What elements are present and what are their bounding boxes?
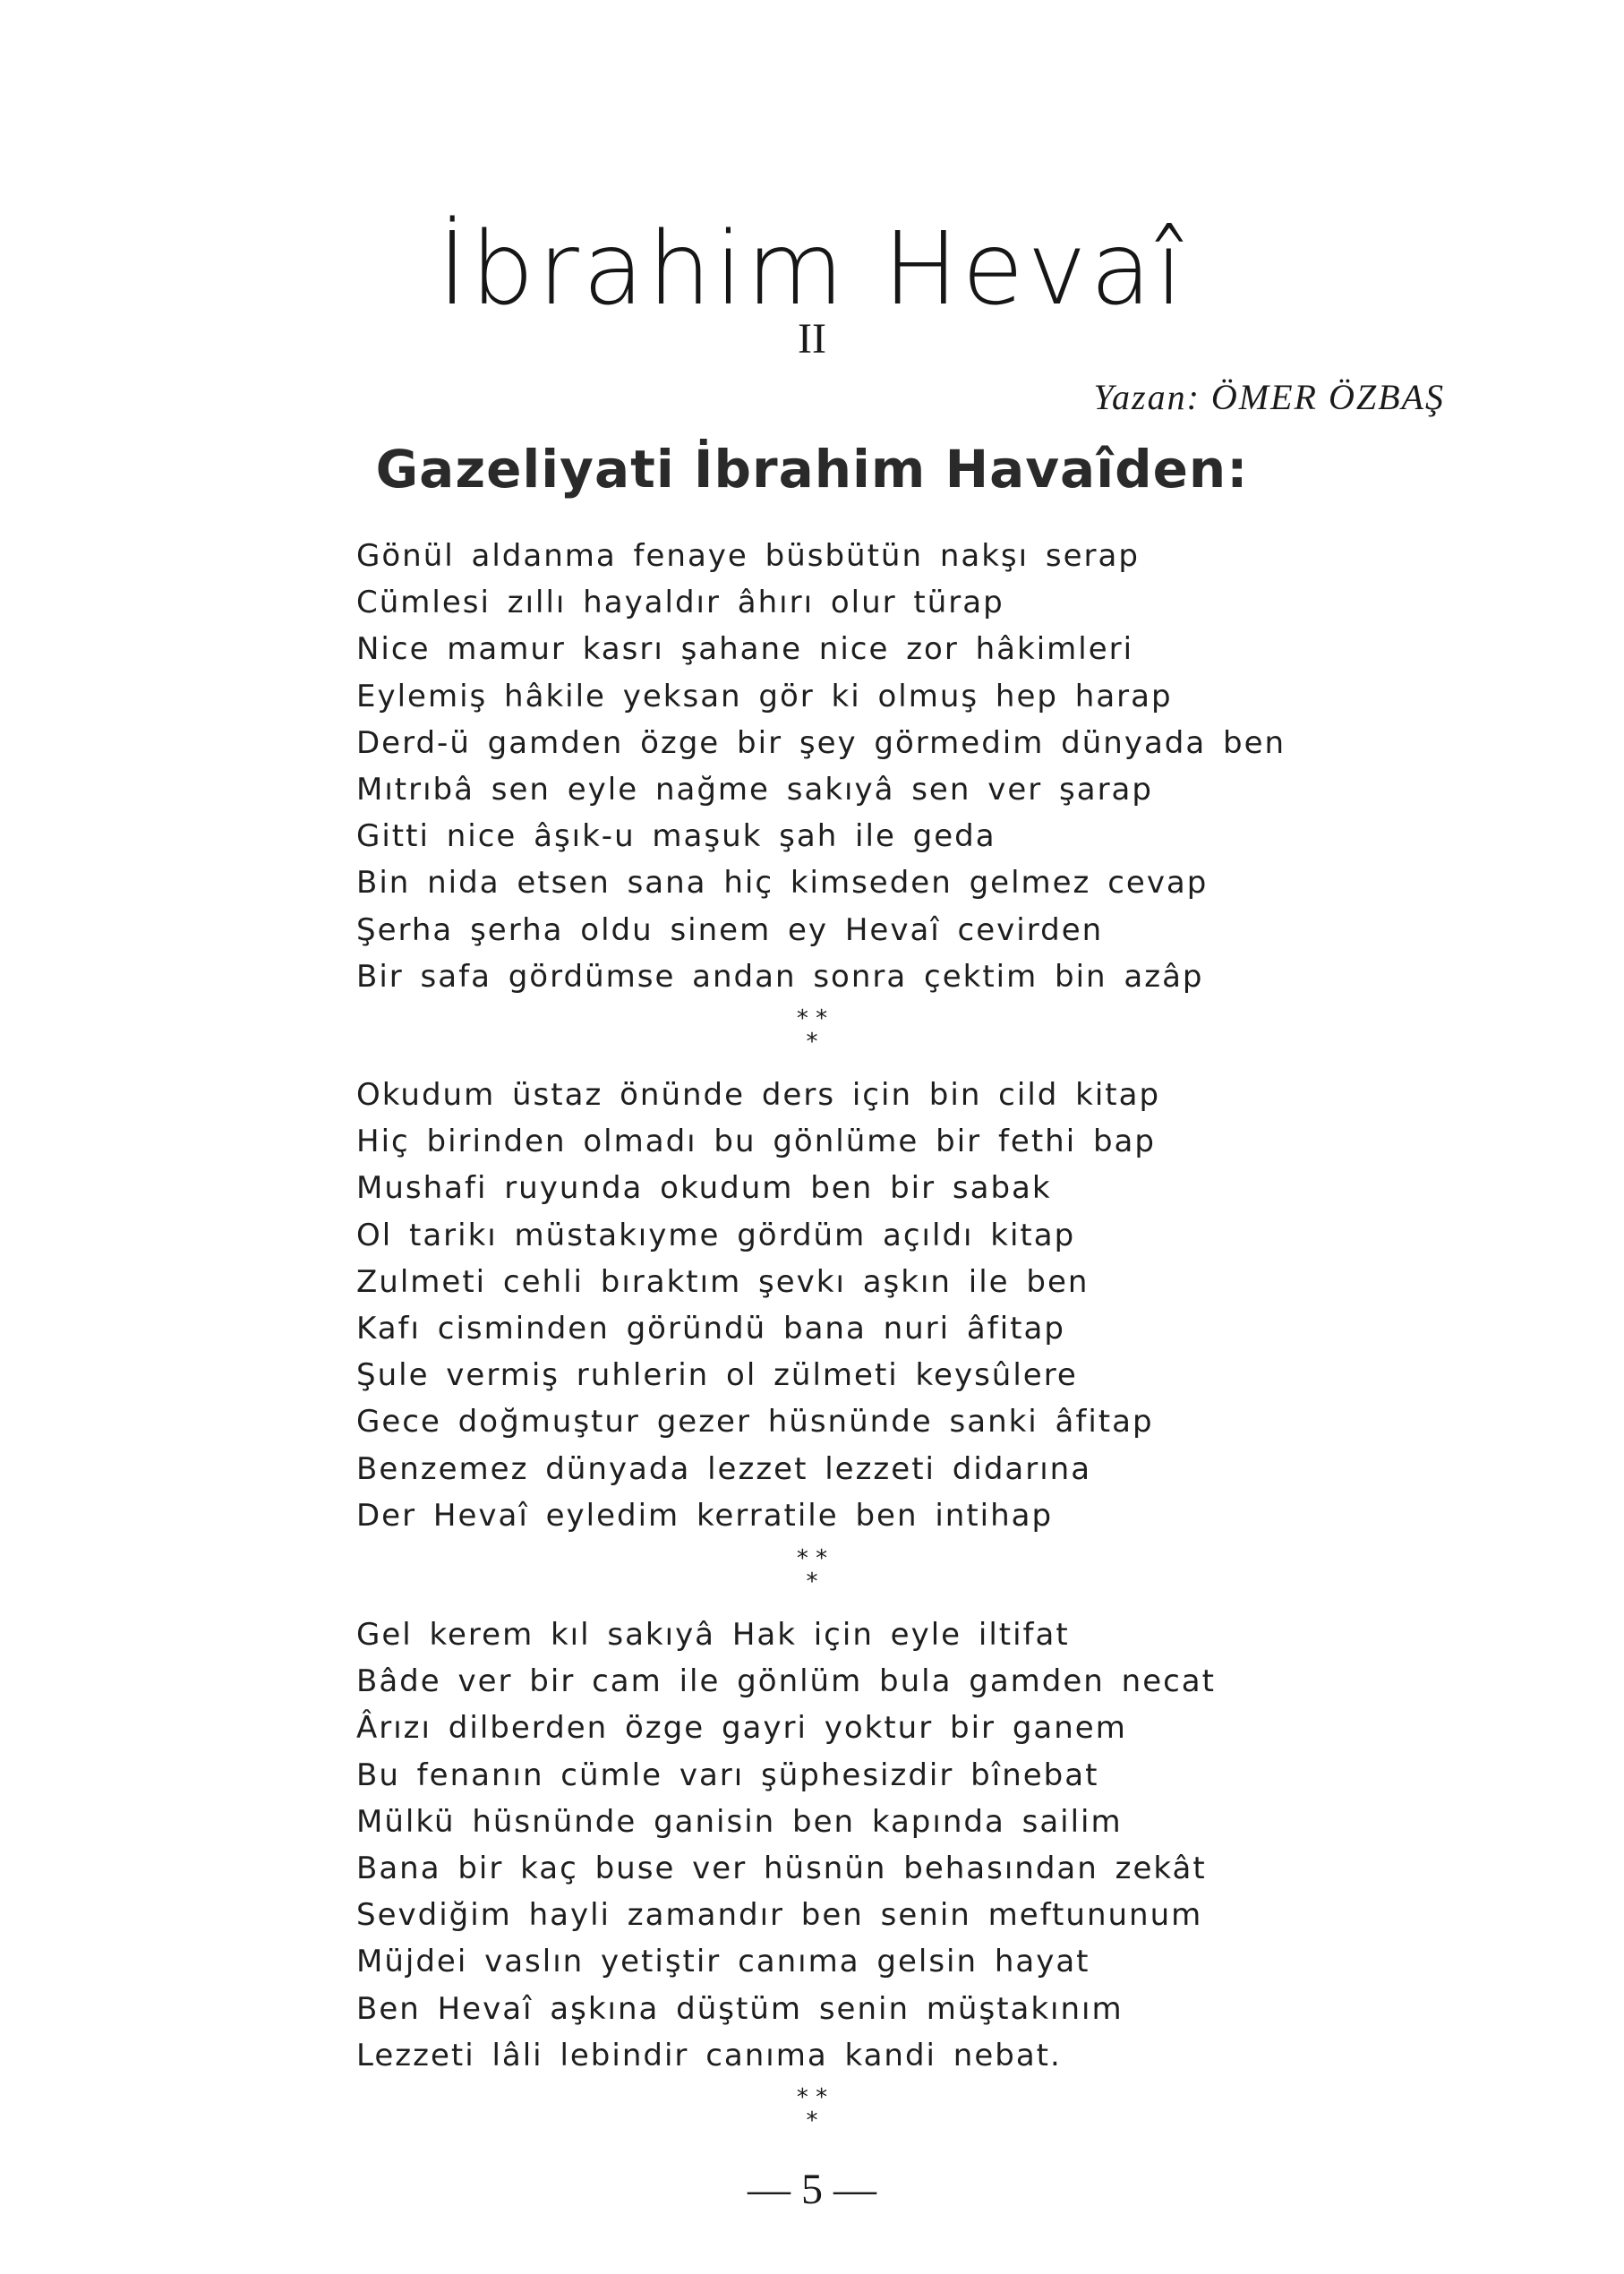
poem-stanza-3 (356, 1611, 1216, 2079)
author-byline: Yazan: ÖMER ÖZBAŞ (1093, 377, 1445, 417)
verse-line: Şerha şerha oldu sinem ey Hevaî cevirden (356, 911, 1104, 948)
verse-line: Mıtrıbâ sen eyle nağme sakıyâ sen ver şarap (356, 772, 1153, 808)
stanza-separator (0, 1547, 1624, 1594)
verse-line: Mushafi ruyunda okudum ben bir sabak (356, 1170, 1052, 1207)
separator-asterisk-bottom: * (806, 1029, 818, 1056)
verse-line: Ol tarikı müstakıyme gördüm açıldı kitap (356, 1217, 1076, 1253)
verse-line: Bir safa gördümse andan sonra çektim bin azâp (356, 958, 1204, 995)
verse-line: Gitti nice âşık-u maşuk şah ile geda (356, 818, 996, 855)
verse-line: Gece doğmuştur gezer hüsnünde sanki âfitap (356, 1404, 1154, 1440)
verse-line: Gönül aldanma fenaye büsbütün nakşı serap (356, 538, 1140, 574)
separator-asterisks-top: * * (796, 2084, 828, 2111)
part-number: II (798, 315, 826, 363)
separator-asterisks-top: * * (796, 1005, 828, 1032)
verse-line: Bin nida etsen sana hiç kimseden gelmez cevap (356, 865, 1209, 902)
poem-stanza-1 (356, 533, 1286, 1000)
verse-line: Ben Hevaî aşkına düştüm senin müştakınım (356, 1990, 1124, 2027)
stanza-separator (0, 1007, 1624, 1054)
verse-line: Lezzeti lâli lebindir canıma kandi nebat. (356, 2037, 1062, 2073)
verse-line: Zulmeti cehli bıraktım şevkı aşkın ile ben (356, 1263, 1090, 1300)
stanza-separator (0, 2086, 1624, 2133)
verse-line: Ârızı dilberden özge gayri yoktur bir ganem (356, 1710, 1127, 1747)
verse-line: Nice mamur kasrı şahane nice zor hâkimleri (356, 631, 1134, 668)
verse-line: Müjdei vaslın yetiştir canıma gelsin hayat (356, 1944, 1090, 1980)
poem-stanza-2 (356, 1072, 1160, 1539)
page-number: — 5 — (748, 2166, 876, 2213)
separator-asterisk-bottom: * (806, 1569, 818, 1595)
verse-line: Bâde ver bir cam ile gönlüm bula gamden necat (356, 1663, 1216, 1700)
verse-line: Der Hevaî eyledim kerratile ben intihap (356, 1497, 1054, 1534)
verse-line: Gel kerem kıl sakıyâ Hak için eyle iltifat (356, 1617, 1070, 1653)
section-heading: Gazeliyati İbrahim Havaîden: (375, 439, 1249, 500)
verse-line: Şule vermiş ruhlerin ol zülmeti keysûlere (356, 1357, 1078, 1394)
verse-line: Mülkü hüsnünde ganisin ben kapında sailim (356, 1803, 1123, 1840)
separator-asterisk-bottom: * (806, 2107, 818, 2134)
verse-line: Cümlesi zıllı hayaldır âhırı olur türap (356, 585, 1004, 621)
verse-line: Eylemiş hâkile yeksan gör ki olmuş hep harap (356, 678, 1173, 714)
verse-line: Bu fenanın cümle varı şüphesizdir bînebat (356, 1757, 1099, 1793)
verse-line: Hiç birinden olmadı bu gönlüme bir fethi bap (356, 1124, 1156, 1160)
verse-line: Kafı cisminden göründü bana nuri âfitap (356, 1311, 1065, 1347)
verse-line: Bana bir kaç buse ver hüsnün behasından zekât (356, 1851, 1207, 1887)
verse-line: Okudum üstaz önünde ders için bin cild kitap (356, 1077, 1161, 1113)
article-title: İbrahim Hevaî (437, 211, 1187, 328)
verse-line: Benzemez dünyada lezzet lezzeti didarına (356, 1450, 1092, 1487)
separator-asterisks-top: * * (796, 1545, 828, 1572)
verse-line: Derd-ü gamden özge bir şey görmedim dünyada ben (356, 724, 1286, 761)
verse-line: Sevdiğim hayli zamandır ben senin meftununum (356, 1897, 1203, 1934)
